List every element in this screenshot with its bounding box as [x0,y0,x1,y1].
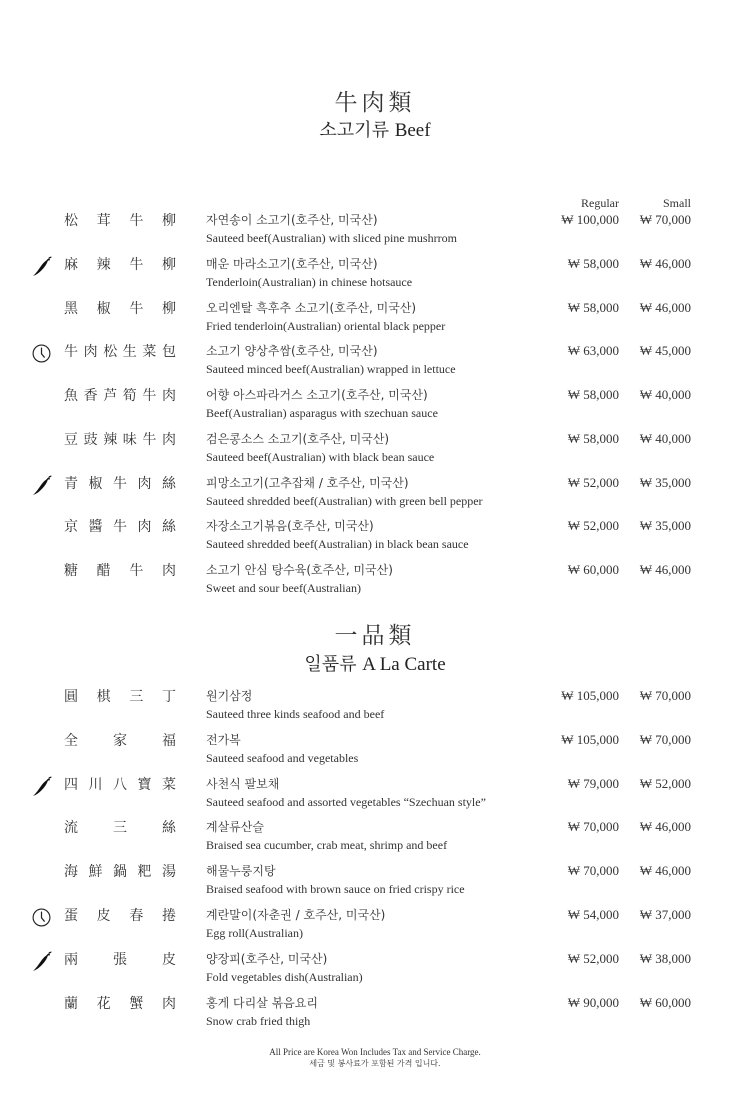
item-name-hanja [64,775,176,795]
column-header-small: Small [662,196,691,210]
price-regular: ₩ 54,000 [567,907,619,922]
hanja-char: 肉 [161,995,176,1012]
hanja-char: 蘭 [64,995,78,1012]
item-name-korean: 어향 아스파라거스 소고기(호주산, 미국산) [206,388,428,402]
hanja-char: 辣 [96,256,111,273]
hanja-char: 菜 [162,776,176,793]
hanja-char: 椒 [96,300,111,317]
item-description-english: Egg roll(Australian) [206,926,303,940]
menu-item [0,430,750,470]
price-small: ₩ 46,000 [639,819,691,835]
item-description-english: Beef(Australian) asparagus with szechuan sauce [206,406,438,420]
hanja-char: 茸 [96,213,111,229]
item-description-english: Sweet and sour beef(Australian) [206,581,361,595]
price-regular: ₩ 70,000 [567,863,619,879]
footnote-en: All Price are Korea Won Includes Tax and Service Charge. [269,1047,481,1057]
section-subtitle-ko: 소고기류 [319,120,389,141]
hanja-char: 松 [103,344,118,361]
item-description-english: Fold vegetables dish(Australian) [206,969,363,984]
price-regular: ₩ 52,000 [567,950,619,966]
price-small: ₩ 46,000 [639,255,691,271]
hanja-char: 鍋 [113,864,127,881]
price-small: ₩ 60,000 [639,994,691,1010]
hanja-char: 蟹 [129,995,144,1012]
item-name-hanja [64,687,176,707]
hanja-char: 牛 [113,475,127,492]
item-description-english: Braised seafood with brown sauce on fried crispy rice [206,882,465,897]
item-name-korean: 소고기 안심 탕수육(호주산, 미국산) [206,563,393,577]
menu-item [0,994,750,1034]
price-regular: ₩ 58,000 [567,387,619,402]
item-name-hanja [64,906,176,926]
price-small: ₩ 46,000 [639,299,691,315]
hanja-char: 粑 [137,864,152,881]
item-name-hanja [64,818,176,838]
hanja-char: 椒 [88,475,103,492]
item-name-korean: 자장소고기볶음(호주산, 미국산) [206,519,374,534]
hanja-char: 芦 [103,388,118,404]
hanja-char: 牛 [129,300,144,317]
section-title-beef: 牛肉類 [334,90,416,116]
price-regular: ₩ 60,000 [567,562,619,577]
item-name-hanja [64,561,176,581]
item-name-korean: 오리엔탈 흑후추 소고기(호주산, 미국산) [206,300,417,315]
item-name-hanja [64,474,176,494]
price-small: ₩ 35,000 [639,518,691,534]
price-regular: ₩ 58,000 [567,430,619,446]
clock-icon [31,343,53,365]
menu-item [0,862,750,902]
hanja-char: 牛 [129,213,144,229]
hanja-char: 川 [88,776,103,793]
hanja-char: 三 [113,820,127,837]
item-name-hanja [64,342,176,362]
price-regular: ₩ 58,000 [567,299,619,315]
item-name-korean: 계란말이(자춘권 / 호주산, 미국산) [206,908,386,922]
hanja-char: 味 [122,431,137,448]
menu-item [0,775,750,815]
hanja-char: 兩 [64,951,78,968]
item-description-english: Sauteed three kinds seafood and beef [206,707,385,721]
item-description-english: Sauteed shredded beef(Australian) in black bean sauce [206,537,469,552]
item-name-korean: 소고기 양상추쌈(호주산, 미국산) [206,344,378,359]
item-name-korean: 피망소고기(고추잡채 / 호주산, 미국산) [206,475,409,490]
menu-item [0,211,750,251]
menu-item [0,950,750,990]
item-description-english: Tenderloin(Australian) in chinese hotsauce [206,274,413,289]
price-regular: ₩ 105,000 [561,688,619,703]
price-small: ₩ 70,000 [639,688,691,703]
item-description-english: Sauteed beef(Australian) with sliced pine mushrrom [206,231,457,245]
hanja-char: 筍 [122,388,137,404]
hanja-char: 京 [64,519,78,536]
hanja-char: 丁 [161,689,176,705]
item-name-hanja [64,386,176,406]
price-small: ₩ 35,000 [639,474,691,490]
chili-icon [31,256,53,278]
price-small: ₩ 45,000 [639,343,691,359]
item-name-korean: 양장피(호주산, 미국산) [206,951,328,966]
hanja-char: 肉 [161,563,176,579]
hanja-char: 豉 [83,431,98,448]
section-subtitle-a-la-carte [0,650,750,676]
price-small: ₩ 38,000 [639,950,691,966]
hanja-char: 牛 [142,388,157,404]
hanja-char: 福 [162,732,176,749]
hanja-char: 麻 [64,256,78,273]
item-name-hanja [64,430,176,450]
price-regular: ₩ 52,000 [567,518,619,534]
item-name-korean: 해물누룽지탕 [206,864,276,879]
hanja-char: 八 [113,776,127,793]
hanja-char: 絲 [162,475,176,492]
item-name-hanja [64,994,176,1014]
hanja-char: 肉 [161,388,176,404]
section-subtitle-beef [0,116,750,142]
item-name-hanja [64,517,176,537]
hanja-char: 辣 [103,431,118,448]
hanja-char: 牛 [129,563,144,579]
hanja-char: 菜 [142,344,157,361]
item-description-english: Sauteed beef(Australian) with black bean sauce [206,449,435,464]
item-name-korean: 원기삼정 [206,689,253,703]
hanja-char: 家 [113,732,127,749]
section-subtitle-en: A La Carte [362,654,446,675]
hanja-char: 全 [64,732,78,749]
hanja-char: 圓 [64,689,78,705]
hanja-char: 黑 [64,300,78,317]
menu-item [0,474,750,514]
column-header-regular: Regular [581,196,619,210]
menu-item [0,906,750,946]
item-description-english: Fried tenderloin(Australian) oriental black pepper [206,318,446,333]
item-description-english: Snow crab fried thigh [206,1013,311,1028]
hanja-char: 香 [83,388,98,404]
hanja-char: 肉 [83,344,98,361]
item-name-korean: 전가복 [206,732,241,747]
menu-item [0,299,750,339]
item-description-english: Sauteed shredded beef(Australian) with green bell pepper [206,493,483,508]
item-name-hanja [64,211,176,231]
item-description-english: Braised sea cucumber, crab meat, shrimp and beef [206,838,448,853]
clock-icon [31,907,53,929]
price-small: ₩ 40,000 [639,430,691,446]
price-regular: ₩ 100,000 [561,212,619,227]
hanja-char: 柳 [161,300,176,317]
hanja-char: 肉 [137,475,152,492]
hanja-char: 流 [64,820,78,837]
item-name-korean: 매운 마라소고기(호주산, 미국산) [206,256,378,271]
price-small: ₩ 40,000 [639,387,691,402]
hanja-char: 絲 [162,519,176,536]
price-small: ₩ 46,000 [639,562,691,577]
hanja-char: 生 [122,344,137,361]
hanja-char: 牛 [113,519,127,536]
menu-item [0,731,750,771]
hanja-char: 肉 [161,431,176,448]
hanja-char: 牛 [129,256,144,273]
hanja-char: 捲 [161,908,176,924]
price-small: ₩ 46,000 [639,863,691,879]
menu-item [0,687,750,727]
hanja-char: 糖 [64,563,78,579]
item-name-hanja [64,731,176,751]
chili-icon [31,776,53,798]
item-description-english: Sauteed seafood and vegetables [206,750,359,765]
hanja-char: 鮮 [88,864,103,881]
hanja-char: 三 [129,689,144,705]
item-name-korean: 사천식 팔보채 [206,776,280,791]
price-regular: ₩ 58,000 [567,255,619,271]
item-name-korean: 자연송이 소고기(호주산, 미국산) [206,213,378,227]
hanja-char: 花 [96,995,111,1012]
section-subtitle-ko: 일품류 [304,654,357,675]
chili-icon [31,951,53,973]
hanja-char: 醬 [88,519,103,536]
hanja-char: 醋 [96,563,111,579]
item-description-english: Sauteed minced beef(Australian) wrapped in lettuce [206,362,456,377]
item-name-hanja [64,299,176,319]
hanja-char: 柳 [161,256,176,273]
hanja-char: 寶 [137,776,152,793]
item-name-korean: 홍게 다리살 볶음요리 [206,995,318,1010]
price-small: ₩ 70,000 [639,212,691,227]
menu-item [0,818,750,858]
chili-icon [31,475,53,497]
hanja-char: 牛 [142,431,157,448]
item-name-korean: 검은콩소스 소고기(호주산, 미국산) [206,431,390,446]
hanja-char: 棋 [96,689,111,705]
item-name-hanja [64,862,176,882]
price-regular: ₩ 52,000 [567,474,619,490]
item-description-english: Sauteed seafood and assorted vegetables “Szechuan style” [206,794,486,809]
item-name-hanja [64,950,176,970]
item-name-hanja [64,255,176,275]
price-small: ₩ 70,000 [639,731,691,747]
hanja-char: 春 [129,908,144,924]
menu-item [0,342,750,382]
hanja-char: 牛 [64,344,78,361]
hanja-char: 海 [64,864,78,881]
hanja-char: 肉 [137,519,152,536]
price-footnote [0,1046,750,1070]
menu-item [0,255,750,295]
hanja-char: 魚 [64,388,78,404]
hanja-char: 柳 [161,213,176,229]
menu-item [0,386,750,426]
price-regular: ₩ 63,000 [567,343,619,359]
price-small: ₩ 37,000 [639,907,691,922]
hanja-char: 四 [64,776,78,793]
hanja-char: 絲 [162,820,176,837]
price-small: ₩ 52,000 [639,775,691,791]
price-regular: ₩ 90,000 [567,994,619,1010]
hanja-char: 豆 [64,431,78,448]
menu-item [0,561,750,601]
footnote-ko: 세금 및 봉사료가 포함된 가격 입니다. [309,1059,441,1068]
price-regular: ₩ 79,000 [567,775,619,791]
hanja-char: 張 [113,951,127,968]
hanja-char: 松 [64,213,78,229]
hanja-char: 皮 [162,951,176,968]
hanja-char: 蛋 [64,908,78,924]
price-regular: ₩ 70,000 [567,819,619,835]
hanja-char: 湯 [162,864,176,881]
section-title-a-la-carte: 一品類 [334,623,416,649]
hanja-char: 包 [161,344,176,361]
price-regular: ₩ 105,000 [561,731,619,747]
hanja-char: 皮 [96,908,111,924]
section-subtitle-en: Beef [394,120,431,141]
item-name-korean: 계살류산슬 [206,820,264,835]
menu-item [0,517,750,557]
hanja-char: 青 [64,475,78,492]
